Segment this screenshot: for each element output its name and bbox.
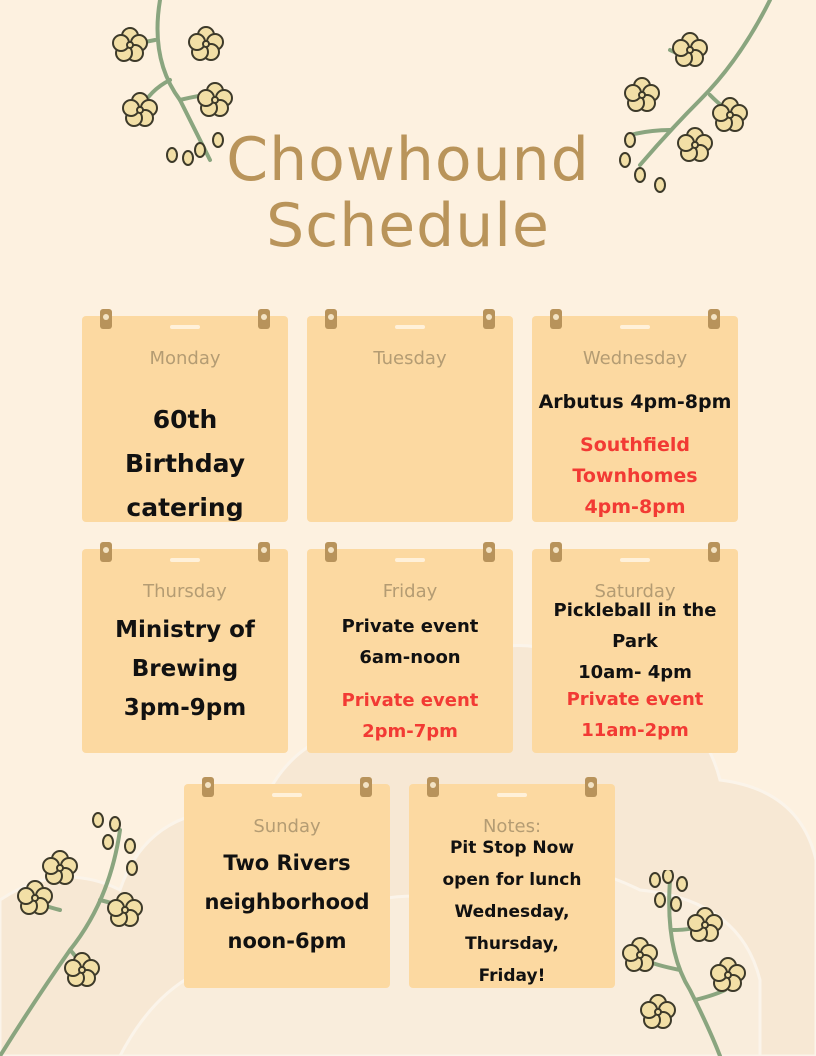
day-label-wednesday: Wednesday: [582, 348, 688, 369]
pin-icon: [550, 542, 562, 562]
detail-line: 6am-noon: [359, 647, 461, 668]
card-sunday: [184, 784, 390, 988]
card-slot: [620, 325, 650, 329]
flower-branch-icon: [610, 0, 780, 200]
detail-line: neighborhood: [204, 890, 370, 914]
card-slot: [272, 793, 302, 797]
detail-line: Pit Stop Now: [449, 838, 575, 858]
detail-line-highlight: 4pm-8pm: [584, 496, 686, 518]
flower-branch-icon: [0, 810, 160, 1056]
pin-icon: [202, 777, 214, 797]
detail-line-highlight: 2pm-7pm: [362, 721, 458, 742]
detail-line-highlight: Private event: [341, 690, 479, 711]
card-slot: [170, 325, 200, 329]
card-thursday: [82, 549, 288, 753]
flower-branch-icon: [610, 870, 770, 1056]
pin-icon: [427, 777, 439, 797]
pin-icon: [585, 777, 597, 797]
card-slot: [395, 558, 425, 562]
pin-icon: [708, 309, 720, 329]
pin-icon: [325, 542, 337, 562]
detail-line: Birthday: [125, 449, 245, 478]
day-label-saturday: Saturday: [594, 581, 676, 602]
pin-icon: [483, 309, 495, 329]
day-label-friday: Friday: [382, 581, 438, 602]
flower-branch-icon: [100, 0, 250, 170]
detail-line: 60th: [152, 405, 218, 434]
card-monday: [82, 316, 288, 522]
detail-line: Two Rivers: [223, 851, 351, 875]
detail-line-highlight: 11am-2pm: [581, 720, 689, 741]
day-label-monday: Monday: [149, 348, 221, 369]
card-slot: [620, 558, 650, 562]
detail-line-highlight: Townhomes: [572, 465, 698, 487]
detail-line: Private event: [341, 616, 479, 637]
detail-line-highlight: Private event: [566, 689, 704, 710]
detail-line: open for lunch: [442, 870, 582, 890]
notes-details: [415, 832, 609, 992]
detail-line: Pickleball in the: [553, 600, 717, 621]
card-slot: [395, 325, 425, 329]
detail-line: Park: [612, 631, 658, 652]
pin-icon: [483, 542, 495, 562]
saturday-details: [538, 595, 732, 746]
detail-line: Ministry of: [115, 617, 255, 643]
pin-icon: [100, 309, 112, 329]
detail-line: catering: [126, 493, 244, 522]
detail-line-highlight: Southfield: [580, 434, 690, 456]
title-line-1: Chowhound: [226, 125, 590, 195]
card-slot: [170, 558, 200, 562]
wednesday-details: [538, 388, 732, 523]
detail-line: Wednesday,: [454, 902, 570, 922]
title-line-2: Schedule: [266, 191, 550, 261]
card-friday: [307, 549, 513, 753]
detail-line: noon-6pm: [227, 929, 347, 953]
day-label-notes: Notes:: [482, 816, 542, 837]
pin-icon: [550, 309, 562, 329]
detail-line: Brewing: [131, 656, 239, 682]
detail-line: 3pm-9pm: [123, 695, 247, 721]
day-label-thursday: Thursday: [143, 581, 227, 602]
thursday-details: [88, 611, 282, 728]
detail-line: 10am- 4pm: [578, 662, 692, 683]
card-slot: [497, 793, 527, 797]
sunday-details: [190, 844, 384, 961]
monday-details: [88, 398, 282, 530]
card-tuesday: [307, 316, 513, 522]
pin-icon: [708, 542, 720, 562]
card-notes: [409, 784, 615, 988]
detail-line: Arbutus 4pm-8pm: [538, 391, 732, 413]
pin-icon: [258, 542, 270, 562]
pin-icon: [360, 777, 372, 797]
day-label-tuesday: Tuesday: [373, 348, 447, 369]
friday-details: [313, 611, 507, 747]
detail-line: Friday!: [478, 966, 546, 986]
pin-icon: [325, 309, 337, 329]
pin-icon: [100, 542, 112, 562]
day-label-sunday: Sunday: [253, 816, 321, 837]
detail-line: Thursday,: [465, 934, 559, 954]
card-saturday: [532, 549, 738, 753]
card-wednesday: [532, 316, 738, 522]
pin-icon: [258, 309, 270, 329]
